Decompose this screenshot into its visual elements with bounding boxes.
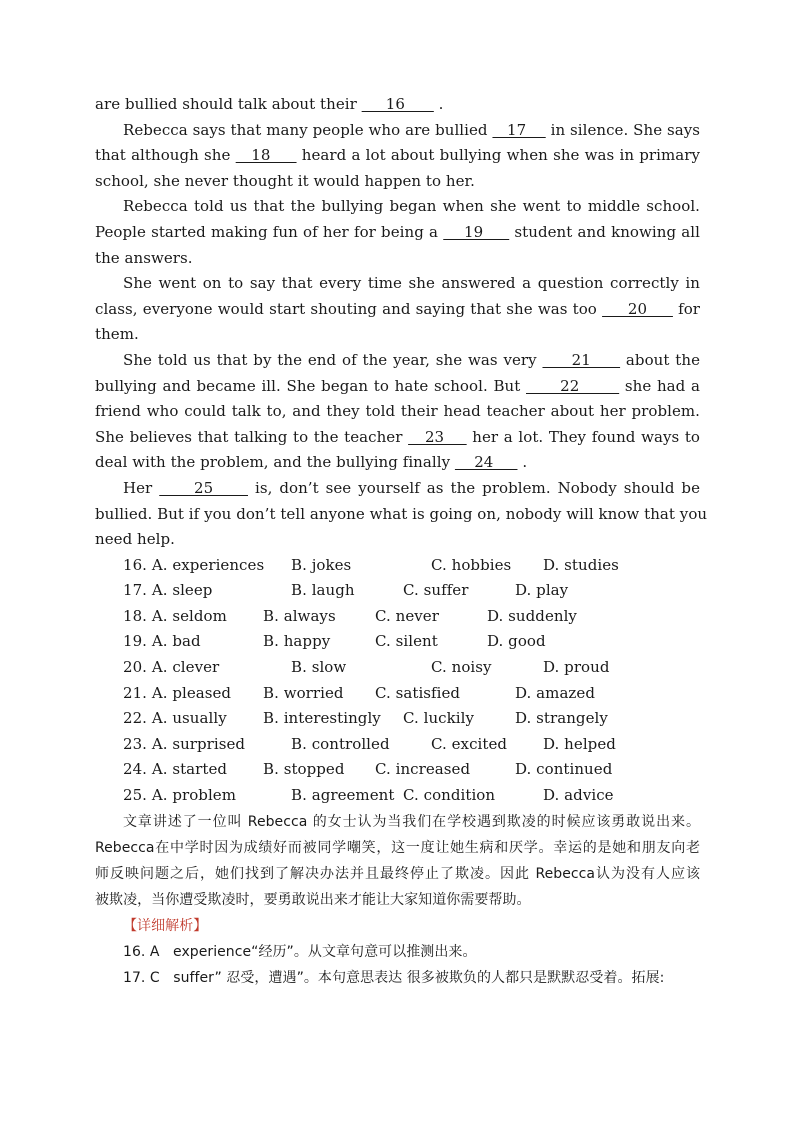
blank-number: 24 — [454, 453, 518, 472]
option-a: 22. A. usually — [123, 709, 227, 728]
option-c: C. suffer — [403, 581, 469, 600]
option-d: D. proud — [543, 658, 610, 677]
passage-line — [95, 527, 700, 553]
option-b: B. happy — [263, 632, 331, 651]
passage-text: school, she never thought it would happen to her. — [95, 171, 475, 190]
option-a: 16. A. experiences — [123, 555, 265, 574]
passage-text: She believes that talking to the teacher — [95, 427, 403, 446]
passage-text: the answers. — [95, 248, 193, 267]
passage-line — [95, 220, 700, 246]
blank-number: 20 — [602, 299, 673, 318]
passage-line — [95, 425, 700, 451]
passage-text: Her — [123, 478, 153, 497]
option-b: B. interestingly — [263, 709, 381, 728]
option-b: B. slow — [291, 658, 347, 677]
passage-line — [95, 322, 700, 348]
option-c: C. never — [375, 606, 439, 625]
passage-text: her a lot. They found ways to — [472, 427, 701, 446]
passage-line — [95, 194, 700, 220]
cloze-passage — [95, 92, 708, 553]
question-row — [95, 629, 700, 655]
passage-text: bullying and became ill. She began to hate school. But — [95, 376, 526, 395]
option-d: D. strangely — [515, 709, 608, 728]
option-d: D. play — [515, 581, 569, 600]
option-a: 21. A. pleased — [123, 683, 232, 702]
passage-text: need help. — [95, 530, 175, 549]
summary-line: 师反映问题之后，她们找到了解决办法并且最终停止了欺凌。因此 Rebecca认为没有人应该 — [95, 865, 700, 882]
passage-text: friend who could talk to, and they told their head teacher about her problem. — [95, 402, 700, 421]
passage-text: bullied. But if you don’t tell anyone what is going on, nobody will know that you — [95, 504, 708, 523]
option-c: C. noisy — [431, 658, 492, 677]
passage-text: them. — [95, 325, 139, 344]
option-c: C. increased — [375, 760, 471, 779]
option-d: D. amazed — [515, 683, 595, 702]
option-b: B. worried — [263, 683, 344, 702]
option-c: C. excited — [431, 734, 508, 753]
passage-line — [95, 399, 700, 425]
option-b: B. controlled — [291, 734, 390, 753]
option-c: C. satisfied — [375, 683, 461, 702]
option-c: C. silent — [375, 632, 438, 651]
option-a: 20. A. clever — [123, 658, 220, 677]
blank-number: 16 — [361, 95, 434, 113]
passage-line — [95, 476, 700, 502]
passage-text: class, everyone would start shouting and saying that she was too — [95, 299, 597, 318]
option-a: 18. A. seldom — [123, 606, 227, 625]
option-d: D. advice — [543, 786, 614, 805]
option-d: D. suddenly — [487, 606, 577, 625]
summary-line: 被欺凌，当你遭受欺凌时，要勇敢说出来才能让大家知道你需要帮助。 — [95, 891, 531, 908]
option-b: B. laugh — [291, 581, 355, 600]
blank-number: 18 — [235, 146, 297, 165]
option-a: 19. A. bad — [123, 632, 201, 651]
question-row — [95, 578, 700, 604]
passage-line — [95, 348, 700, 374]
passage-text: for — [678, 299, 700, 318]
passage-line — [95, 118, 700, 144]
option-b: B. stopped — [263, 760, 345, 779]
option-d: D. helped — [543, 734, 616, 753]
analysis-item: 16. A experience“经历”。从文章句意可以推测出来。 — [123, 943, 477, 960]
passage-text: deal with the problem, and the bullying finally — [95, 453, 451, 472]
question-row — [95, 757, 700, 783]
passage-line — [95, 374, 700, 400]
blank-number: 25 — [159, 478, 248, 497]
passage-line — [95, 502, 708, 528]
option-a: 17. A. sleep — [123, 581, 213, 600]
passage-line — [95, 297, 700, 323]
passage-text: about the — [625, 350, 700, 369]
passage-text: Rebecca says that many people who are bullied — [123, 120, 488, 139]
option-b: B. jokes — [291, 555, 352, 574]
question-row — [95, 604, 700, 630]
passage-line — [95, 169, 700, 195]
passage-line — [95, 271, 700, 297]
passage-summary — [95, 809, 700, 913]
passage-line — [95, 92, 700, 118]
passage-text: Rebecca told us that the bullying began when she went to middle school. — [123, 197, 700, 216]
document-page — [95, 92, 708, 991]
passage-line — [95, 450, 700, 476]
option-a: 25. A. problem — [123, 786, 236, 805]
question-row — [95, 783, 700, 809]
passage-text: heard a lot about bullying when she was in primary — [301, 146, 701, 165]
passage-text: in silence. She says — [550, 120, 701, 139]
blank-number: 22 — [526, 376, 620, 395]
option-d: D. good — [487, 632, 546, 651]
summary-line: 文章讲述了一位叫 Rebecca 的女士认为当我们在学校遇到欺凌的时候应该勇敢说出来。 — [123, 813, 700, 830]
passage-text: . — [522, 453, 528, 472]
answer-options — [95, 553, 700, 809]
option-a: 24. A. started — [123, 760, 228, 779]
analysis-item: 17. C suffer” 忍受，遭遇”。本句意思表达 很多被欺负的人都只是默默忍受着。拓展: — [123, 969, 665, 986]
option-b: B. agreement — [291, 786, 395, 805]
passage-text: she had a — [624, 376, 700, 395]
option-d: D. continued — [515, 760, 613, 779]
passage-text: that although she — [95, 146, 236, 165]
question-row — [95, 681, 700, 707]
blank-number: 17 — [492, 120, 546, 139]
question-row — [95, 655, 700, 681]
blank-number: 23 — [408, 427, 467, 446]
question-row — [95, 706, 700, 732]
passage-text: She went on to say that every time she answered a question correctly in — [123, 274, 700, 293]
option-c: C. condition — [403, 786, 496, 805]
option-c: C. hobbies — [431, 555, 512, 574]
question-row — [95, 732, 700, 758]
analysis-heading: 【详细解析】 — [123, 917, 208, 934]
blank-number: 19 — [443, 222, 510, 241]
detailed-analysis — [95, 913, 700, 991]
passage-text: She told us that by the end of the year, she was very — [123, 350, 543, 369]
passage-text: student and knowing all — [514, 222, 700, 241]
passage-text: are bullied should talk about their — [95, 95, 362, 113]
passage-text: . — [438, 95, 444, 113]
blank-number: 21 — [542, 350, 621, 369]
passage-text: is, don’t see yourself as the problem. Nobody should be — [254, 478, 701, 497]
option-b: B. always — [263, 606, 336, 625]
option-d: D. studies — [543, 555, 619, 574]
question-row — [95, 553, 700, 579]
passage-line — [95, 246, 700, 272]
summary-line: Rebecca在中学时因为成绩好而被同学嘲笑，这一度让她生病和厌学。幸运的是她和朋友向老 — [95, 839, 700, 856]
passage-text: People started making fun of her for being a — [95, 222, 444, 241]
passage-line — [95, 143, 700, 169]
option-c: C. luckily — [403, 709, 474, 728]
option-a: 23. A. surprised — [123, 734, 246, 753]
